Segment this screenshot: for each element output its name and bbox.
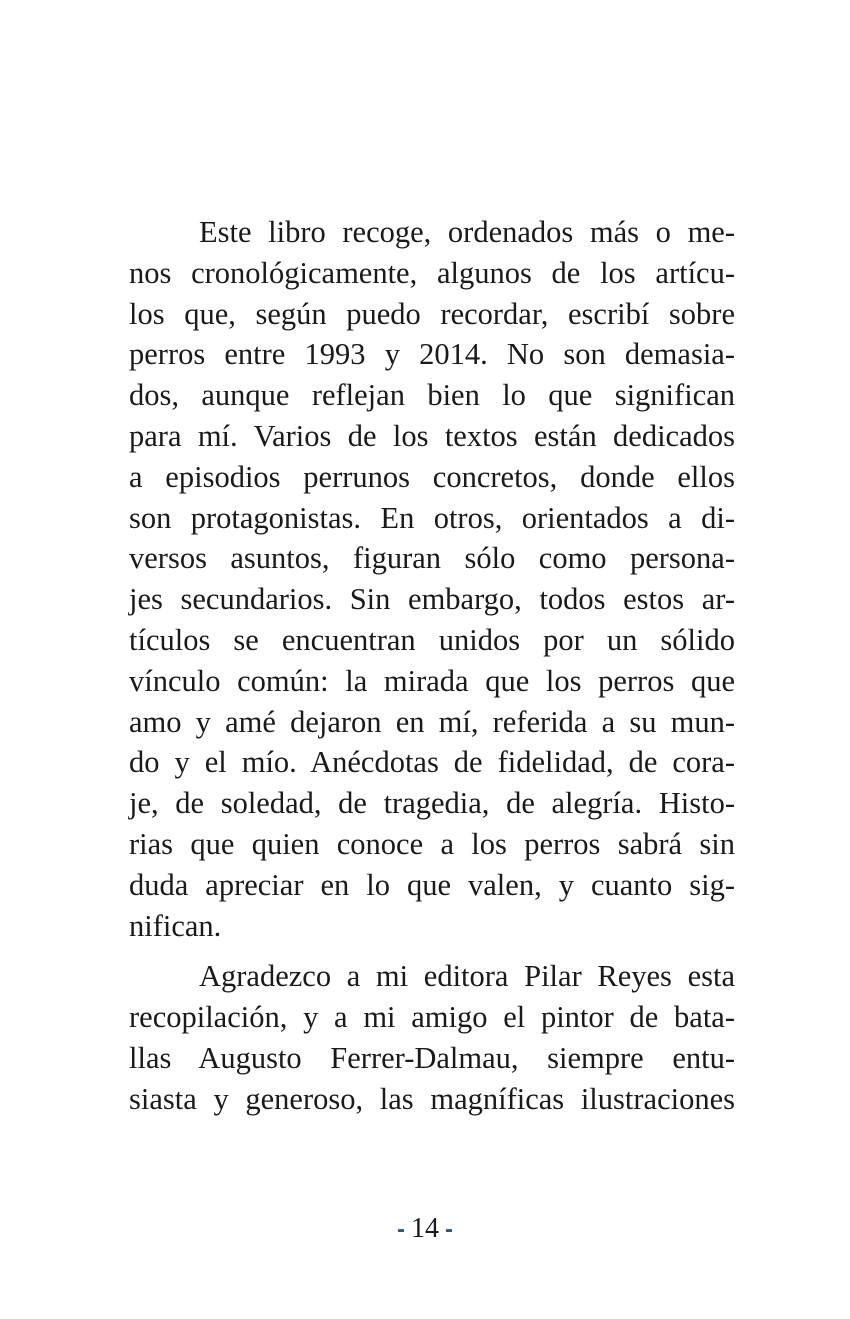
text-line: recopilación, y a mi amigo el pintor de bata- bbox=[129, 1000, 735, 1035]
text-line: a episodios perrunos concretos, donde ellos bbox=[129, 459, 735, 494]
text-line: Agradezco a mi editora Pilar Reyes esta bbox=[199, 959, 735, 994]
text-line: jes secundarios. Sin embargo, todos estos ar- bbox=[129, 582, 735, 617]
text-line: son protagonistas. En otros, orientados a di- bbox=[129, 500, 735, 535]
text-line: tículos se encuentran unidos por un sólido bbox=[129, 622, 735, 657]
text-line: los que, según puedo recordar, escribí sobre bbox=[129, 296, 735, 331]
text-line: versos asuntos, figuran sólo como persona- bbox=[129, 541, 735, 576]
text-line: rias que quien conoce a los perros sabrá sin bbox=[129, 826, 735, 861]
text-line: nos cronológicamente, algunos de los artícu- bbox=[129, 255, 735, 290]
text-line: duda apreciar en lo que valen, y cuanto sig- bbox=[129, 867, 735, 902]
text-line: do y el mío. Anécdotas de fidelidad, de cora- bbox=[129, 745, 735, 780]
text-line: vínculo común: la mirada que los perros que bbox=[129, 663, 735, 698]
text-line: siasta y generoso, las magníficas ilustraciones bbox=[129, 1081, 735, 1116]
paragraph-1 bbox=[129, 212, 735, 946]
page-number-value: 14 bbox=[411, 1213, 439, 1244]
text-line: je, de soledad, de tragedia, de alegría. Histo- bbox=[129, 786, 735, 821]
text-line: nifican. bbox=[129, 908, 222, 943]
text-line: perros entre 1993 y 2014. No son demasia- bbox=[129, 337, 735, 372]
text-line: Este libro recoge, ordenados más o me- bbox=[199, 215, 735, 249]
page-number-dash-left: - bbox=[397, 1216, 405, 1243]
page-number bbox=[0, 1211, 850, 1248]
text-line: dos, aunque reflejan bien lo que significan bbox=[129, 378, 735, 413]
text-line: amo y amé dejaron en mí, referida a su mun- bbox=[129, 704, 735, 739]
body-text bbox=[129, 212, 735, 1120]
paragraph-2 bbox=[129, 956, 735, 1119]
text-line: llas Augusto Ferrer-Dalmau, siempre entu- bbox=[129, 1040, 735, 1075]
text-line: para mí. Varios de los textos están dedicados bbox=[129, 418, 735, 453]
page-number-dash-right: - bbox=[445, 1216, 453, 1243]
